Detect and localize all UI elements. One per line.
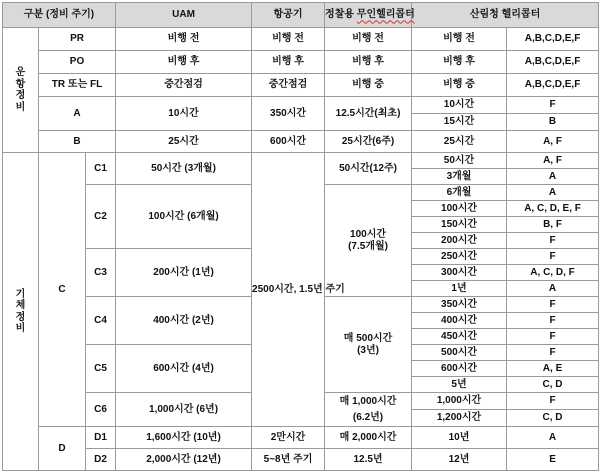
label-c4: C4 <box>86 297 116 345</box>
cell-uam: 비행 전 <box>116 28 252 51</box>
cell-forest-code: E <box>507 449 599 471</box>
label-d: D <box>39 427 86 471</box>
cell-aircraft: 600시간 <box>252 131 325 153</box>
row-b <box>3 131 599 153</box>
cell-uam: 100시간 (6개월) <box>116 185 252 249</box>
label-po: PO <box>39 51 116 74</box>
group-airframe-char: 비 <box>15 323 26 334</box>
cell-aircraft: 350시간 <box>252 97 325 131</box>
row-pr <box>3 28 599 51</box>
cell-forest: 비행 중 <box>412 74 507 97</box>
cell-forest-code: A <box>507 169 599 185</box>
cell-forest: 25시간 <box>412 131 507 153</box>
cell-forest: 600시간 <box>412 361 507 377</box>
label-a: A <box>39 97 116 131</box>
row-c-1 <box>3 153 599 169</box>
label-tr: TR 또는 FL <box>39 74 116 97</box>
header-forest-heli: 산림청 헬리콥터 <box>412 3 599 28</box>
group-operation-char: 운 <box>15 67 26 78</box>
cell-forest-code: B, F <box>507 217 599 233</box>
cell-aircraft-c: 2500시간, 1.5년 주기 <box>252 153 325 427</box>
cell-forest: 비행 후 <box>412 51 507 74</box>
cell-forest: 12년 <box>412 449 507 471</box>
cell-forest-code: A,B,C,D,E,F <box>507 28 599 51</box>
cell-forest: 100시간 <box>412 201 507 217</box>
cell-forest-code: F <box>507 345 599 361</box>
cell-forest-code: F <box>507 97 599 114</box>
group-operation-char: 정 <box>15 90 26 101</box>
row-d1 <box>3 427 599 449</box>
cell-uam: 1,600시간 (10년) <box>116 427 252 449</box>
cell-aircraft: 중간점검 <box>252 74 325 97</box>
row-a <box>3 97 599 114</box>
cell-aircraft: 2만시간 <box>252 427 325 449</box>
cell-uam: 25시간 <box>116 131 252 153</box>
label-b: B <box>39 131 116 153</box>
cell-forest-code: A,B,C,D,E,F <box>507 51 599 74</box>
cell-drone: 매 2,000시간 <box>325 427 412 449</box>
cell-forest: 300시간 <box>412 265 507 281</box>
cell-forest: 150시간 <box>412 217 507 233</box>
cell-forest: 1년 <box>412 281 507 297</box>
cell-forest-code: F <box>507 297 599 313</box>
cell-drone: 12.5년 <box>325 449 412 471</box>
cell-forest-code: A, F <box>507 131 599 153</box>
cell-forest-code: A, C, D, F <box>507 265 599 281</box>
cell-drone-multi <box>325 185 412 297</box>
cell-forest: 6개월 <box>412 185 507 201</box>
cell-drone: 12.5시간(최초) <box>325 97 412 131</box>
cell-uam: 비행 후 <box>116 51 252 74</box>
label-pr: PR <box>39 28 116 51</box>
row-d2 <box>3 449 599 471</box>
label-c2: C2 <box>86 185 116 249</box>
group-airframe-char: 정 <box>15 311 26 323</box>
drone-line: 100시간 <box>350 229 387 240</box>
cell-drone: 비행 중 <box>325 74 412 97</box>
cell-uam: 200시간 (1년) <box>116 249 252 297</box>
cell-forest-code: A, E <box>507 361 599 377</box>
cell-forest: 200시간 <box>412 233 507 249</box>
cell-forest: 450시간 <box>412 329 507 345</box>
drone-line: (6.2년) <box>352 411 384 423</box>
label-c5: C5 <box>86 345 116 393</box>
cell-uam: 400시간 (2년) <box>116 297 252 345</box>
cell-forest-code: C, D <box>507 410 599 427</box>
cell-drone-multi <box>325 393 412 427</box>
cell-forest-code: A, C, D, E, F <box>507 201 599 217</box>
cell-uam: 2,000시간 (12년) <box>116 449 252 471</box>
group-operation-char: 비 <box>15 101 26 113</box>
cell-forest: 15시간 <box>412 114 507 131</box>
cell-forest: 5년 <box>412 377 507 393</box>
cell-uam: 중간점검 <box>116 74 252 97</box>
cell-forest-code: A, F <box>507 153 599 169</box>
cell-forest: 50시간 <box>412 153 507 169</box>
cell-forest-code: A <box>507 281 599 297</box>
label-d2: D2 <box>86 449 116 471</box>
cell-drone: 비행 후 <box>325 51 412 74</box>
row-tr <box>3 74 599 97</box>
cell-forest-code: A <box>507 427 599 449</box>
drone-line: 매 1,000시간 <box>339 395 397 407</box>
header-drone-prefix: 정찰용 <box>325 9 357 21</box>
cell-forest: 3개월 <box>412 169 507 185</box>
label-c: C <box>39 153 86 427</box>
header-drone-underlined: 무인헬리콥터 <box>356 9 415 21</box>
cell-forest: 350시간 <box>412 297 507 313</box>
cell-forest: 1,000시간 <box>412 393 507 410</box>
cell-drone: 50시간(12주) <box>325 153 412 185</box>
label-c3: C3 <box>86 249 116 297</box>
group-airframe-char: 기 <box>15 288 26 300</box>
cell-forest-code: F <box>507 249 599 265</box>
cell-uam: 1,000시간 (6년) <box>116 393 252 427</box>
cell-uam: 10시간 <box>116 97 252 131</box>
cell-forest-code: F <box>507 313 599 329</box>
cell-forest-code: F <box>507 393 599 410</box>
cell-forest-code: B <box>507 114 599 131</box>
header-drone <box>325 3 415 28</box>
group-airframe-char: 체 <box>15 300 26 311</box>
cell-uam: 50시간 (3개월) <box>116 153 252 185</box>
cell-forest: 비행 전 <box>412 28 507 51</box>
cell-forest-code: A <box>507 185 599 201</box>
cell-forest: 500시간 <box>412 345 507 361</box>
cell-aircraft: 5~8년 주기 <box>252 449 325 471</box>
group-operation-char: 항 <box>15 78 26 90</box>
cell-forest: 10년 <box>412 427 507 449</box>
cell-forest: 400시간 <box>412 313 507 329</box>
cell-forest-code: F <box>507 233 599 249</box>
label-c6: C6 <box>86 393 116 427</box>
drone-line: 매 500시간 <box>343 333 393 344</box>
label-c1: C1 <box>86 153 116 185</box>
cell-forest-code: F <box>507 329 599 345</box>
cell-drone: 25시간(6주) <box>325 131 412 153</box>
cell-drone: 비행 전 <box>325 28 412 51</box>
drone-line: (3년) <box>357 344 379 356</box>
header-row <box>3 3 599 28</box>
header-aircraft: 항공기 <box>252 3 325 28</box>
header-category: 구분 (정비 주기) <box>3 3 116 28</box>
cell-aircraft: 비행 후 <box>252 51 325 74</box>
row-po <box>3 51 599 74</box>
cell-forest-code: A,B,C,D,E,F <box>507 74 599 97</box>
cell-drone-multi <box>325 297 412 393</box>
drone-line: (7.5개월) <box>348 240 388 252</box>
maintenance-comparison-table <box>2 2 599 471</box>
header-uam: UAM <box>116 3 252 28</box>
cell-forest: 10시간 <box>412 97 507 114</box>
group-operation <box>3 28 39 153</box>
cell-forest: 1,200시간 <box>412 410 507 427</box>
cell-forest: 250시간 <box>412 249 507 265</box>
group-airframe <box>3 153 39 471</box>
cell-forest-code: C, D <box>507 377 599 393</box>
label-d1: D1 <box>86 427 116 449</box>
cell-uam: 600시간 (4년) <box>116 345 252 393</box>
cell-aircraft: 비행 전 <box>252 28 325 51</box>
